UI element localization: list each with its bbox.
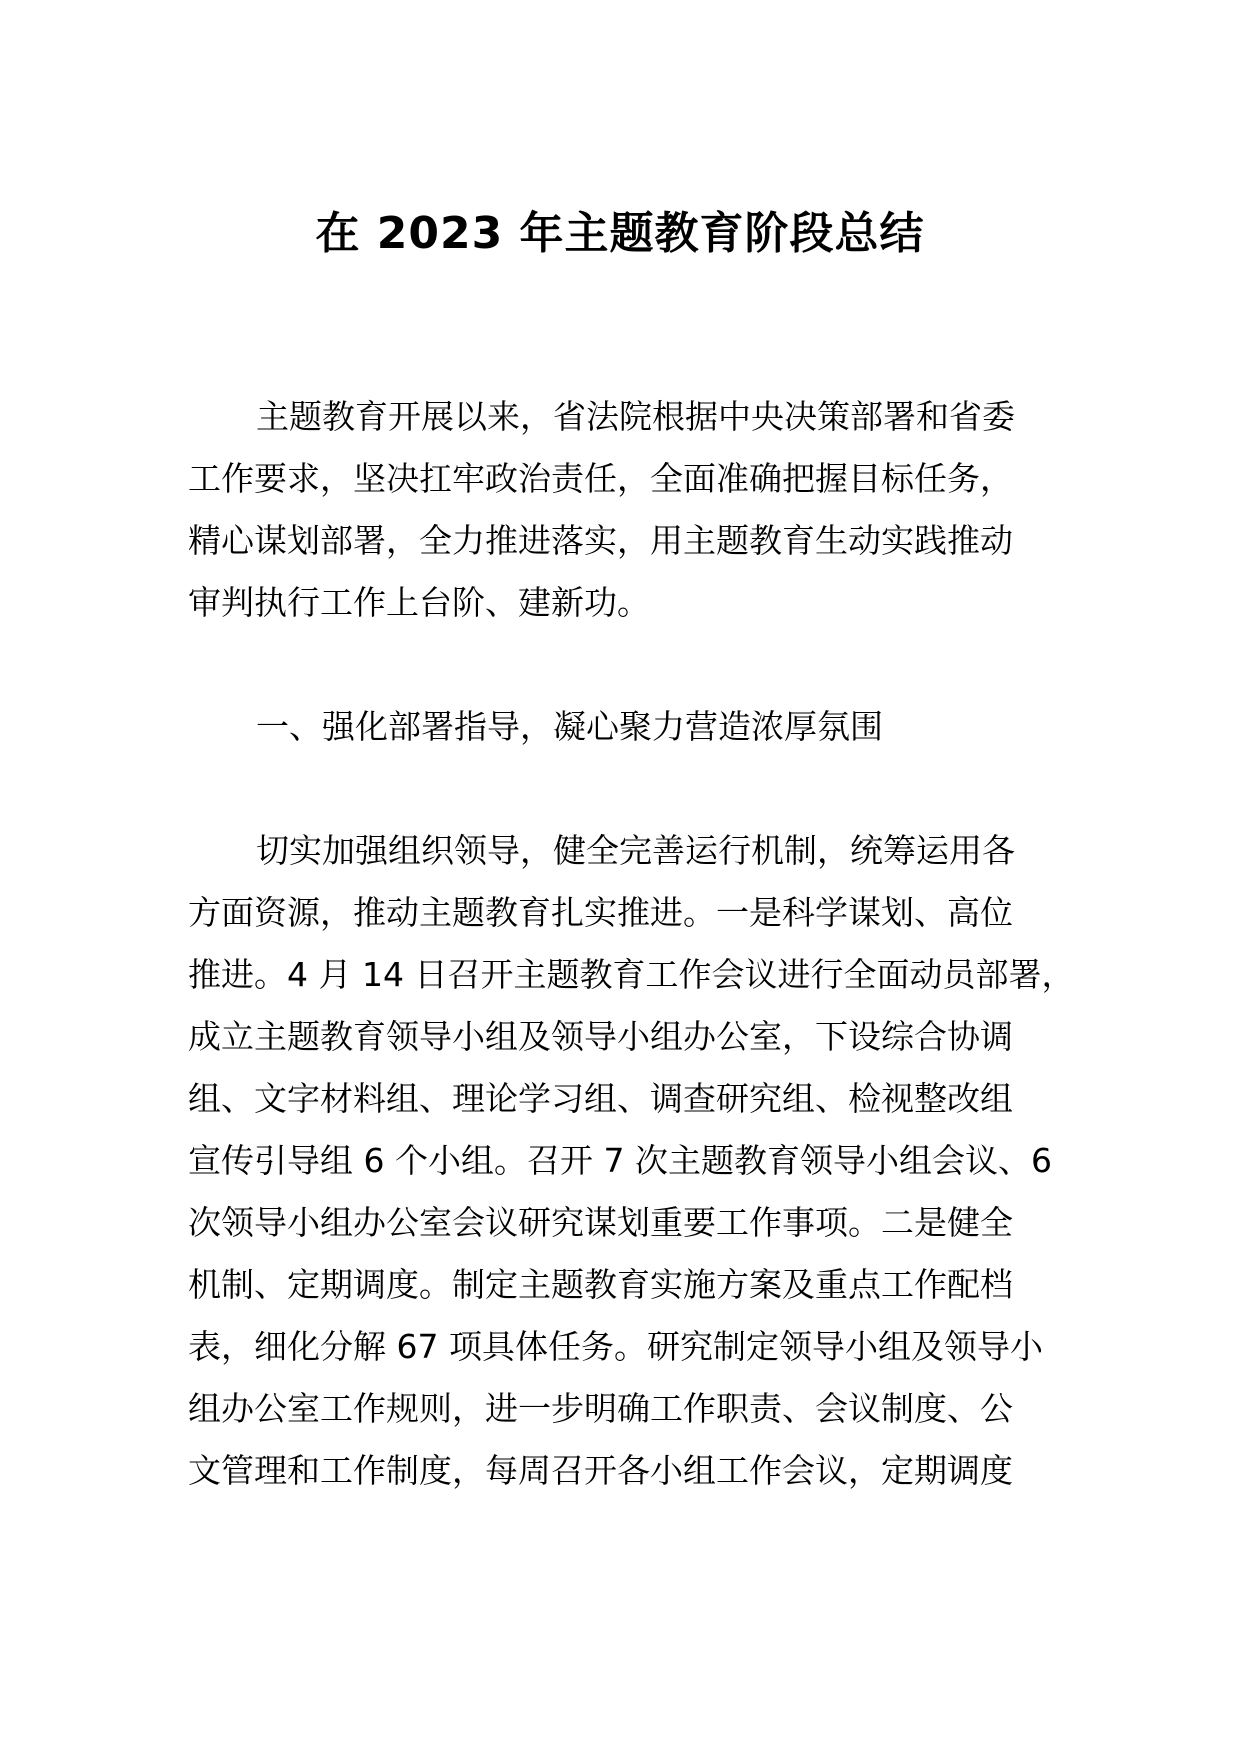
- paragraph-2-line-9: 表，细化分解 67 项具体任务。研究制定领导小组及领导小: [188, 1327, 1043, 1366]
- paragraph-2-line-4: 成立主题教育领导小组及领导小组办公室，下设综合协调: [188, 1017, 1013, 1056]
- paragraph-2-line-10: 组办公室工作规则，进一步明确工作职责、会议制度、公: [188, 1389, 1013, 1428]
- paragraph-2-line-8: 机制、定期调度。制定主题教育实施方案及重点工作配档: [188, 1265, 1013, 1304]
- paragraph-2-line-5: 组、文字材料组、理论学习组、调查研究组、检视整改组: [188, 1079, 1013, 1118]
- paragraph-2-line-11: 文管理和工作制度，每周召开各小组工作会议，定期调度: [188, 1451, 1013, 1490]
- paragraph-2-line-1: 切实加强组织领导，健全完善运行机制，统筹运用各: [256, 831, 1015, 870]
- paragraph-1-line-4: 审判执行工作上台阶、建新功。: [188, 583, 650, 622]
- paragraph-2-line-3: 推进。4 月 14 日召开主题教育工作会议进行全面动员部署，: [188, 955, 1075, 994]
- paragraph-2-line-2: 方面资源，推动主题教育扎实推进。一是科学谋划、高位: [188, 893, 1013, 932]
- section-heading-1: 一、强化部署指导，凝心聚力营造浓厚氛围: [256, 707, 883, 746]
- paragraph-1-line-3: 精心谋划部署，全力推进落实，用主题教育生动实践推动: [188, 521, 1013, 560]
- document-title: 在 2023 年主题教育阶段总结: [315, 208, 925, 259]
- paragraph-1-line-1: 主题教育开展以来，省法院根据中央决策部署和省委: [256, 397, 1015, 436]
- paragraph-2-line-7: 次领导小组办公室会议研究谋划重要工作事项。二是健全: [188, 1203, 1013, 1242]
- paragraph-1-line-2: 工作要求，坚决扛牢政治责任，全面准确把握目标任务，: [188, 459, 1013, 498]
- paragraph-2-line-6: 宣传引导组 6 个小组。召开 7 次主题教育领导小组会议、6: [188, 1141, 1052, 1180]
